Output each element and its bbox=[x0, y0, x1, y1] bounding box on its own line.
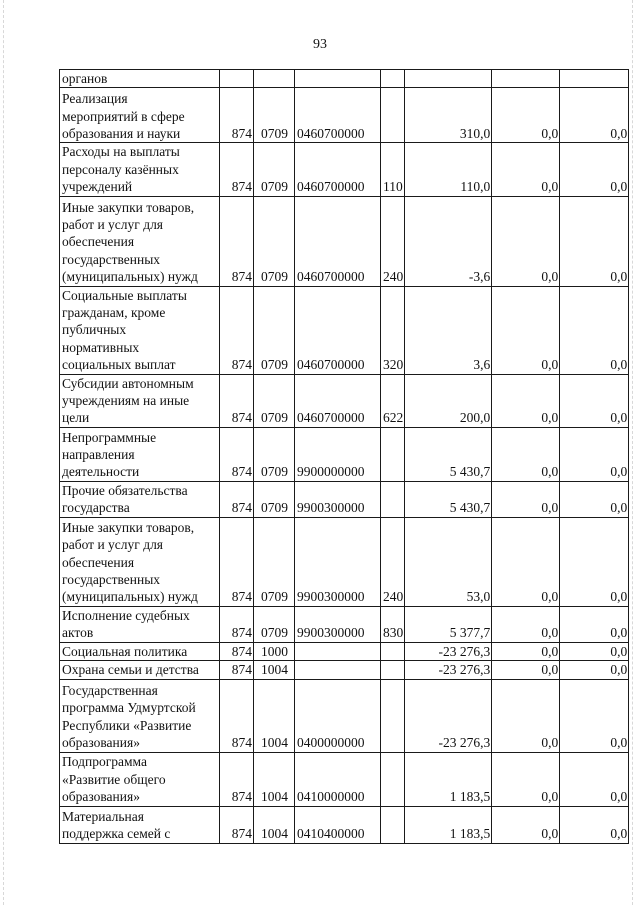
row-name-cell bbox=[60, 481, 220, 517]
amount-cell-3: 0,0 bbox=[560, 517, 629, 606]
table-row bbox=[60, 143, 629, 196]
expense-type-cell bbox=[381, 481, 405, 517]
section-code-cell bbox=[254, 70, 295, 88]
row-name-line: (муниципальных) нужд bbox=[62, 589, 198, 605]
target-article-cell: 0460700000 bbox=[295, 286, 381, 374]
budget-code-cell: 874 bbox=[220, 374, 254, 427]
amount-cell-1: -3,6 bbox=[405, 196, 492, 286]
row-name-line: Социальные выплаты bbox=[62, 287, 187, 303]
target-article-cell: 0460700000 bbox=[295, 196, 381, 286]
row-name-line: Непрограммные bbox=[62, 429, 157, 445]
amount-cell-2: 0,0 bbox=[492, 374, 560, 427]
expense-type-cell: 240 bbox=[381, 196, 405, 286]
section-code-cell: 0709 bbox=[254, 374, 295, 427]
page-number: 93 bbox=[313, 37, 327, 52]
amount-cell-2: 0,0 bbox=[492, 806, 560, 843]
row-name-line: работ и услуг для bbox=[62, 217, 164, 232]
section-code-cell: 1000 bbox=[254, 642, 295, 660]
budget-code-cell: 874 bbox=[220, 88, 254, 143]
row-name-line: Иные закупки товаров, bbox=[62, 199, 195, 215]
table-row bbox=[60, 679, 629, 752]
row-name-line: органов bbox=[62, 71, 108, 86]
row-name-line: государства bbox=[62, 500, 130, 516]
scan-edge-right bbox=[632, 0, 633, 905]
amount-cell-3: 0,0 bbox=[560, 481, 629, 517]
amount-cell-1: 200,0 bbox=[405, 374, 492, 427]
target-article-cell: 0410000000 bbox=[295, 752, 381, 806]
row-name-line: учреждений bbox=[62, 179, 133, 195]
budget-code-cell: 874 bbox=[220, 806, 254, 843]
row-name-line: деятельности bbox=[62, 464, 140, 480]
row-name-cell bbox=[60, 661, 220, 679]
budget-code-cell: 874 bbox=[220, 642, 254, 660]
row-name-line: государственных bbox=[62, 251, 161, 267]
amount-cell-3: 0,0 bbox=[560, 286, 629, 374]
amount-cell-3: 0,0 bbox=[560, 661, 629, 679]
row-name-line: направления bbox=[62, 447, 135, 463]
section-code-cell: 1004 bbox=[254, 752, 295, 806]
amount-cell-1: 5 430,7 bbox=[405, 427, 492, 481]
section-code-cell: 0709 bbox=[254, 481, 295, 517]
table-row bbox=[60, 88, 629, 143]
row-name-line: государственных bbox=[62, 572, 161, 588]
row-name-cell bbox=[60, 806, 220, 843]
budget-code-cell: 874 bbox=[220, 517, 254, 606]
target-article-cell: 9900300000 bbox=[295, 517, 381, 606]
budget-code-cell: 874 bbox=[220, 427, 254, 481]
section-code-cell: 0709 bbox=[254, 143, 295, 196]
row-name-cell bbox=[60, 606, 220, 642]
table-row bbox=[60, 661, 629, 679]
expense-type-cell bbox=[381, 427, 405, 481]
target-article-cell: 0400000000 bbox=[295, 679, 381, 752]
amount-cell-3: 0,0 bbox=[560, 196, 629, 286]
amount-cell-1: -23 276,3 bbox=[405, 661, 492, 679]
amount-cell-1: 1 183,5 bbox=[405, 752, 492, 806]
amount-cell-3: 0,0 bbox=[560, 806, 629, 843]
row-name-line: публичных bbox=[62, 322, 127, 338]
amount-cell-1: -23 276,3 bbox=[405, 679, 492, 752]
row-name-cell bbox=[60, 196, 220, 286]
row-name-line: Социальная политика bbox=[62, 643, 188, 659]
row-name-line: обеспечения bbox=[62, 554, 135, 570]
amount-cell-1: 310,0 bbox=[405, 88, 492, 143]
expense-type-cell bbox=[381, 661, 405, 679]
amount-cell-2: 0,0 bbox=[492, 606, 560, 642]
row-name-cell bbox=[60, 427, 220, 481]
expense-type-cell bbox=[381, 88, 405, 143]
expense-type-cell: 622 bbox=[381, 374, 405, 427]
target-article-cell: 0410400000 bbox=[295, 806, 381, 843]
amount-cell-3: 0,0 bbox=[560, 606, 629, 642]
row-name-line: Субсидии автономным bbox=[62, 375, 194, 391]
table-row bbox=[60, 752, 629, 806]
amount-cell-3: 0,0 bbox=[560, 427, 629, 481]
budget-code-cell: 874 bbox=[220, 606, 254, 642]
expense-type-cell bbox=[381, 642, 405, 660]
row-name-line: поддержка семей с bbox=[62, 826, 171, 842]
expense-type-cell bbox=[381, 679, 405, 752]
amount-cell-3: 0,0 bbox=[560, 752, 629, 806]
table-row bbox=[60, 481, 629, 517]
target-article-cell bbox=[295, 70, 381, 88]
row-name-line: гражданам, кроме bbox=[62, 305, 166, 321]
row-name-cell bbox=[60, 642, 220, 660]
amount-cell-2: 0,0 bbox=[492, 427, 560, 481]
amount-cell-1: 5 430,7 bbox=[405, 481, 492, 517]
table-row bbox=[60, 642, 629, 660]
amount-cell-1: 53,0 bbox=[405, 517, 492, 606]
target-article-cell: 9900000000 bbox=[295, 427, 381, 481]
expense-type-cell: 110 bbox=[381, 143, 405, 196]
expense-type-cell: 830 bbox=[381, 606, 405, 642]
amount-cell-2: 0,0 bbox=[492, 88, 560, 143]
amount-cell-3: 0,0 bbox=[560, 143, 629, 196]
row-name-line: Иные закупки товаров, bbox=[62, 519, 195, 535]
amount-cell-3: 0,0 bbox=[560, 679, 629, 752]
section-code-cell: 1004 bbox=[254, 679, 295, 752]
amount-cell-1: 1 183,5 bbox=[405, 806, 492, 843]
row-name-line: учреждениям на иные bbox=[62, 393, 190, 409]
table-row bbox=[60, 286, 629, 374]
amount-cell-2: 0,0 bbox=[492, 286, 560, 374]
amount-cell-3 bbox=[560, 70, 629, 88]
row-name-line: обеспечения bbox=[62, 234, 135, 250]
section-code-cell: 1004 bbox=[254, 806, 295, 843]
row-name-line: Прочие обязательства bbox=[62, 483, 188, 499]
row-name-line: образования» bbox=[62, 789, 140, 805]
row-name-cell bbox=[60, 517, 220, 606]
amount-cell-3: 0,0 bbox=[560, 88, 629, 143]
amount-cell-1 bbox=[405, 70, 492, 88]
amount-cell-3: 0,0 bbox=[560, 374, 629, 427]
amount-cell-1: -23 276,3 bbox=[405, 642, 492, 660]
amount-cell-2 bbox=[492, 70, 560, 88]
row-name-line: Республики «Развитие bbox=[62, 717, 192, 733]
row-name-line: цели bbox=[62, 410, 90, 426]
row-name-line: персоналу казённых bbox=[62, 161, 179, 177]
row-name-line: Исполнение судебных bbox=[62, 607, 190, 623]
expense-type-cell bbox=[381, 806, 405, 843]
amount-cell-1: 3,6 bbox=[405, 286, 492, 374]
expense-type-cell: 320 bbox=[381, 286, 405, 374]
table-row bbox=[60, 196, 629, 286]
row-name-line: программа Удмуртской bbox=[62, 700, 196, 716]
budget-table bbox=[59, 69, 629, 844]
section-code-cell: 0709 bbox=[254, 606, 295, 642]
budget-code-cell: 874 bbox=[220, 481, 254, 517]
row-name-line: социальных выплат bbox=[62, 357, 176, 373]
row-name-line: Охрана семьи и детства bbox=[62, 662, 199, 678]
section-code-cell: 0709 bbox=[254, 517, 295, 606]
section-code-cell: 0709 bbox=[254, 286, 295, 374]
amount-cell-2: 0,0 bbox=[492, 661, 560, 679]
amount-cell-2: 0,0 bbox=[492, 481, 560, 517]
row-name-cell bbox=[60, 752, 220, 806]
expense-type-cell bbox=[381, 752, 405, 806]
target-article-cell: 0460700000 bbox=[295, 374, 381, 427]
row-name-cell bbox=[60, 374, 220, 427]
row-name-cell bbox=[60, 143, 220, 196]
amount-cell-1: 110,0 bbox=[405, 143, 492, 196]
target-article-cell: 0460700000 bbox=[295, 143, 381, 196]
row-name-line: Государственная bbox=[62, 682, 158, 698]
target-article-cell: 9900300000 bbox=[295, 606, 381, 642]
section-code-cell: 1004 bbox=[254, 661, 295, 679]
amount-cell-3: 0,0 bbox=[560, 642, 629, 660]
row-name-line: актов bbox=[62, 625, 94, 641]
amount-cell-2: 0,0 bbox=[492, 752, 560, 806]
budget-code-cell: 874 bbox=[220, 196, 254, 286]
budget-code-cell: 874 bbox=[220, 661, 254, 679]
budget-code-cell: 874 bbox=[220, 752, 254, 806]
row-name-line: Расходы на выплаты bbox=[62, 144, 180, 160]
amount-cell-2: 0,0 bbox=[492, 642, 560, 660]
amount-cell-1: 5 377,7 bbox=[405, 606, 492, 642]
row-name-cell bbox=[60, 70, 220, 88]
row-name-line: Подпрограмма bbox=[62, 754, 147, 770]
table-row bbox=[60, 374, 629, 427]
row-name-line: «Развитие общего bbox=[62, 771, 166, 787]
row-name-cell bbox=[60, 679, 220, 752]
budget-code-cell: 874 bbox=[220, 143, 254, 196]
section-code-cell: 0709 bbox=[254, 196, 295, 286]
amount-cell-2: 0,0 bbox=[492, 196, 560, 286]
amount-cell-2: 0,0 bbox=[492, 517, 560, 606]
budget-code-cell bbox=[220, 70, 254, 88]
section-code-cell: 0709 bbox=[254, 427, 295, 481]
table-row bbox=[60, 517, 629, 606]
target-article-cell: 9900300000 bbox=[295, 481, 381, 517]
row-name-line: Реализация bbox=[62, 91, 128, 107]
expense-type-cell: 240 bbox=[381, 517, 405, 606]
budget-code-cell: 874 bbox=[220, 286, 254, 374]
table-row bbox=[60, 806, 629, 843]
row-name-line: Материальная bbox=[62, 808, 144, 824]
row-name-cell bbox=[60, 88, 220, 143]
table-row bbox=[60, 70, 629, 88]
row-name-line: нормативных bbox=[62, 339, 140, 355]
section-code-cell: 0709 bbox=[254, 88, 295, 143]
target-article-cell bbox=[295, 642, 381, 660]
scan-edge-left bbox=[3, 0, 4, 905]
target-article-cell bbox=[295, 661, 381, 679]
row-name-line: образования и науки bbox=[62, 126, 181, 141]
row-name-line: мероприятий в сфере bbox=[62, 108, 185, 124]
table-row bbox=[60, 606, 629, 642]
target-article-cell: 0460700000 bbox=[295, 88, 381, 143]
expense-type-cell bbox=[381, 70, 405, 88]
amount-cell-2: 0,0 bbox=[492, 143, 560, 196]
budget-code-cell: 874 bbox=[220, 679, 254, 752]
row-name-line: (муниципальных) нужд bbox=[62, 269, 198, 285]
table-row bbox=[60, 427, 629, 481]
amount-cell-2: 0,0 bbox=[492, 679, 560, 752]
row-name-cell bbox=[60, 286, 220, 374]
row-name-line: образования» bbox=[62, 735, 140, 751]
row-name-line: работ и услуг для bbox=[62, 537, 164, 553]
budget-table-body bbox=[60, 70, 629, 844]
